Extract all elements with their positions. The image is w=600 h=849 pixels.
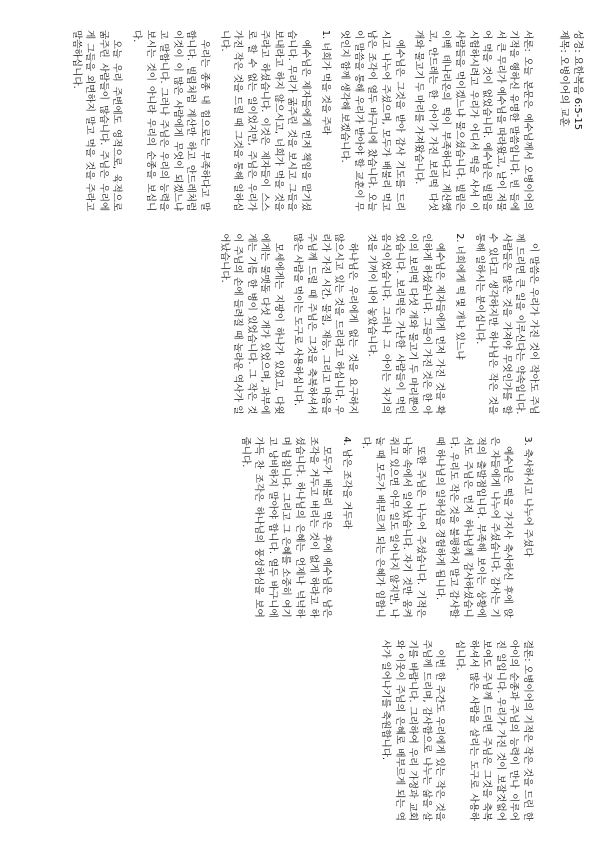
text-column — [18, 233, 540, 414]
paragraph: 또한 주님은 나누어 주셨습니다. 기적은 나눔 속에서 일어났습니다. 자기 것만 움켜쥐고 있으면 아무 일도 일어나지 않지만, 나눌 때 모두가 배부르게 되는 은혜가 임합니다. — [360, 436, 426, 618]
paragraph: 하나님은 우리에게 없는 것을 요구하지 않으시고 있는 것을 드리라고 하십니다. 우리가 가진 시간, 물질, 재능, 그리고 마음을 주님께 드릴 때 주님은 그것을 축복하셔서 많은 사람을 먹이는 도구로 사용하십니다. — [292, 233, 358, 415]
paragraph: 4. 남은 조각을 거두라 — [340, 436, 352, 529]
paragraph: 예수님은 떡을 가지사 축사하신 후에 앉은 자들에게 나누어 주셨습니다. 감사는 기적의 출발점입니다. 부족해 보이는 상황에서도 주님은 먼저 하나님께 감사하셨습니다. 우리도 작은 것을 불평하지 말고 감사할 때 하나님의 일하심을 경험하게 됩니다. — [434, 436, 514, 618]
paragraph: 서론: 오늘 본문은 예수님께서 오병이어의 기적을 행하신 유명한 말씀입니다. 빈 들에서 큰 무리가 예수님을 따라왔고, 날이 저물어 먹을 것이 없었습니다. 예수님은 빌립을 시험하시려고 우리가 어디서 떡을 사서 이 사람들을 먹이겠느냐 물으셨습니다. 빌립은 이백 데나리온의 떡이 부족하다고 계산했고, 안드레는 한 아이가 가진 보리떡 다섯 개와 물고기 두 마리를 가져왔습니다. — [413, 30, 533, 212]
sermon-header — [540, 30, 584, 821]
paragraph: 이번 한 주간도 우리에게 있는 작은 것을 주님께 드리며, 감사함으로 나누는 삶을 살기를 바랍니다. 그리하여 우리 가정과 교회와 이웃이 주님의 은혜로 배부르게 되는 역사가 일어나기를 축원합니다. — [380, 639, 446, 821]
paragraph: 2. 너희에게 떡 몇 개나 있느냐 — [454, 233, 466, 360]
paragraph: 결론: 오병이어의 기적은 작은 것을 드린 한 아이의 순종과 주님의 능력이 만나 이루어진 일입니다. 우리가 가진 것이 보잘것없어 보여도 주님께 드리면 주님은 그것을 축복하셔서 많은 사람을 살리는 도구로 사용하십니다. — [454, 639, 533, 821]
paragraph: 모두가 배불리 먹은 후에 예수님은 남은 조각을 거두고 버리는 것이 없게 하라고 하셨습니다. 하나님의 은혜는 언제나 넉넉하며 넘칩니다. 그리고 그 은혜를 소중히 여기고 낭비하지 말아야 합니다. 열두 바구니에 가득 찬 조각은 하나님의 풍성하심을 보여 줍니다. — [239, 436, 333, 618]
text-column — [18, 437, 540, 618]
paragraph: 1. 너희가 먹을 것을 주라 — [319, 30, 331, 135]
text-columns — [18, 30, 540, 821]
paragraph: 3. 축사하시고 나누어 주셨다 — [522, 436, 533, 557]
scripture-reference: 성경: 요한복음 6:5-15 — [572, 30, 583, 131]
paragraph: 예수님은 그것을 받아 감사 기도를 드리시고 나누어 주셨으며, 모두가 배불리 먹고 남은 조각이 열두 바구니에 찼습니다. 오늘 이 말씀을 통해 우리가 받아야 할 교훈이 무엇인지 함께 생각해 보겠습니다. — [339, 30, 405, 212]
paragraph: 예수님은 제자들에게 먼저 책임을 맡기셨습니다. 무리가 굶주린 것을 보시고 그들을 보내라고 하지 않으시고, 너희가 먹을 것을 주라고 하셨습니다. 이것은 제자들이 스스로 할 수 없는 일이었지만, 주님은 우리가 가진 작은 것을 드릴 때 그것을 통해 일하십니다. — [218, 30, 312, 212]
paragraph: 예수님은 제자들에게 먼저 가진 것을 확인하게 하셨습니다. 그들이 가진 것은 한 아이의 보리떡 다섯 개와 물고기 두 마리뿐이었습니다. 보리떡은 가난한 사람들이 먹던 음식이었습니다. 그러나 그 아이는 자기의 것을 기꺼이 내어 놓았습니다. — [366, 233, 446, 415]
text-column — [18, 30, 540, 211]
sermon-title: 제목: 오병이어의 교훈 — [558, 30, 569, 127]
paragraph: 오늘 우리 주변에도 영적으로, 육적으로 굶주린 사람들이 많습니다. 주님은 우리에게 그들을 외면하지 말고 먹을 것을 주라고 말씀하십니다. — [70, 30, 123, 212]
paragraph: 우리는 종종 내 힘으로는 부족하다고 말합니다. 빌립처럼 계산만 하고 안드레처럼 이것이 이 많은 사람에게 무엇이 되겠느냐고 말합니다. 그러나 주님은 우리의 능력을 보시는 것이 아니라 우리의 순종을 보십니다. — [130, 30, 210, 212]
paragraph: 이 말씀은 우리가 가진 것이 작아도 주님께 드리면 큰 일을 이루신다는 약속입니다. 사람들은 많은 것을 가져야 무엇인가를 할 수 있다고 생각하지만 하나님은 작은 것을 통해 일하시는 분이십니다. — [473, 233, 539, 415]
text-column — [18, 640, 540, 821]
paragraph: 모세에게는 지팡이 하나가 있었고, 다윗에게는 물맷돌 다섯 개가 있었으며, 과부에게는 기름 한 병이 있었습니다. 그 작은 것이 주님의 손에 들려질 때 놀라운 역사가 일어났습니다. — [218, 233, 284, 415]
